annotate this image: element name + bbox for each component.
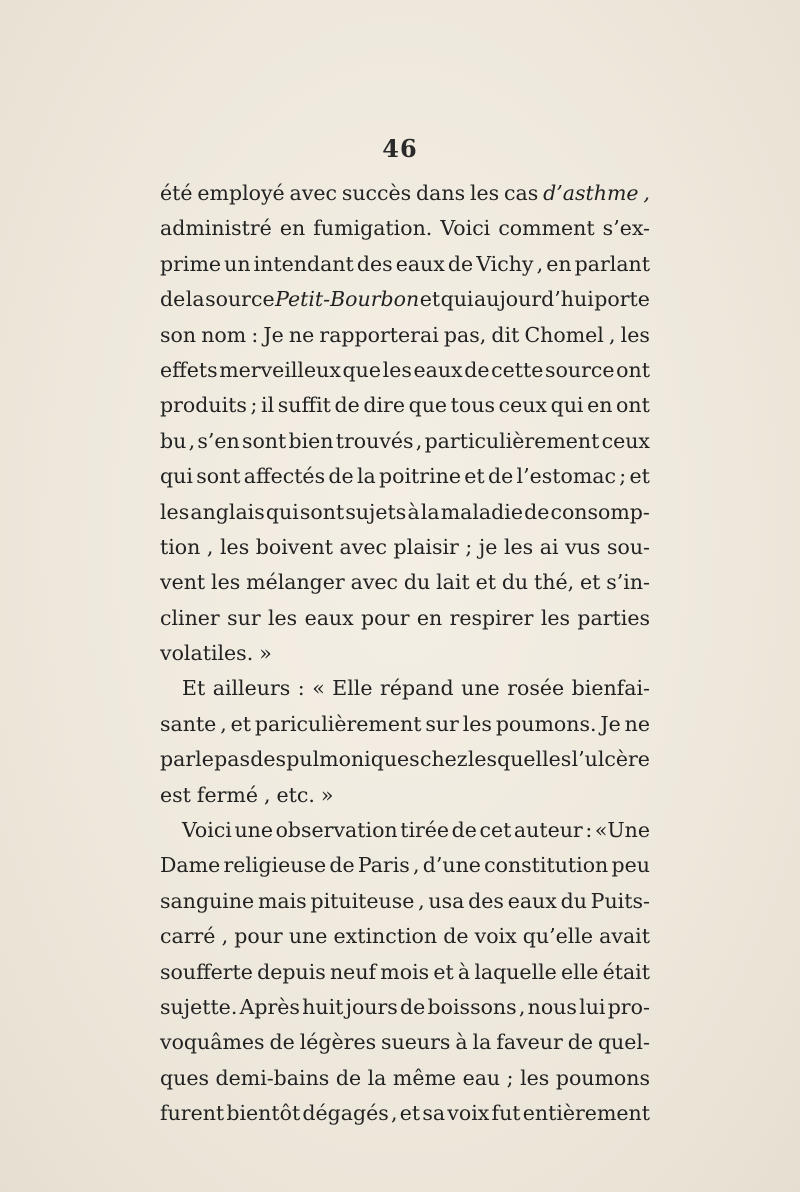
word: particulièrement [424,428,600,453]
word: légères [299,1030,377,1055]
word: Vichy [476,251,534,276]
text-line [160,778,650,813]
word: Dame [160,853,221,878]
word: affectés [243,464,326,489]
word: la [185,287,205,312]
word: il [261,393,275,418]
word: d’une [422,853,481,878]
word: , [518,994,526,1019]
word: ceux [498,393,547,418]
word: merveilleux [219,357,341,382]
word: d’asthme [543,181,639,205]
word: pariculièrement [254,711,422,736]
word: sou- [606,534,650,559]
word: cet [479,818,512,843]
word: carré [160,924,216,949]
word: les [503,534,534,559]
word: de [335,1065,362,1090]
word: de [443,924,469,949]
word: dire [363,393,405,418]
word: l’ulcère [571,747,650,772]
word: et [464,464,485,489]
word: furent [160,1101,225,1126]
word: et [629,464,650,489]
word: à [407,499,420,524]
word: répand [380,676,454,701]
text-line [160,176,650,211]
word: dit [491,322,520,347]
word: maladie [440,499,523,524]
word: voix [474,924,517,949]
word: des [468,888,504,913]
word: ont [616,393,650,418]
text-line [160,282,650,317]
text-line [160,247,650,282]
word: de [400,994,426,1019]
word: Paris [357,853,410,878]
word: nom [201,322,247,347]
word: , [188,428,196,453]
word: vent [160,570,206,595]
word: une [461,676,500,701]
word: ne [288,322,315,347]
word: source [205,287,275,312]
word: sont [299,499,345,524]
text-line [160,813,650,848]
word: et [475,570,496,595]
word: quel- [597,1030,650,1055]
word: la [420,499,440,524]
word: et [579,570,601,595]
word: sueurs [381,1030,451,1055]
word: que [342,357,381,382]
word: chez [419,747,468,772]
word: Et [182,676,206,701]
word: été [160,181,193,205]
word: , [413,853,420,878]
word: pituiteuse [310,888,415,913]
text-line [160,990,650,1025]
word: , [263,782,271,807]
word: , [608,322,616,347]
word: anglais [190,499,265,524]
text-line [160,707,650,742]
word: rosée [507,676,565,701]
word: les [382,357,412,382]
word: sa [422,1101,446,1126]
word: bientôt [226,1101,301,1126]
word: sujette. [160,994,238,1019]
word: était [602,959,650,984]
word: sont [241,428,287,453]
text-line [160,495,650,530]
word: succès [341,181,412,205]
word: Petit-Bourbon [275,287,420,312]
word: en [587,393,613,418]
word: : [585,818,593,843]
word: et [230,711,251,736]
word: trouvés [335,428,414,453]
word: effets [160,357,218,382]
word: de [524,499,550,524]
word: ceux [601,428,650,453]
word: sur [227,605,261,630]
word: sante [160,711,217,736]
word: produits [160,393,247,418]
text-line [160,353,650,388]
word: qui [550,393,584,418]
word: pulmoniques [286,747,420,772]
word: de [160,287,186,312]
text-line [160,211,650,246]
word: parle [160,747,214,772]
word: de [334,393,360,418]
word: qui [160,464,193,489]
word: en [546,251,572,276]
text-line [160,530,650,565]
word: ; [250,393,258,418]
word: de [451,818,477,843]
word: sujets [345,499,407,524]
word: Je [263,322,284,347]
word: tous [450,393,495,418]
word: consomp- [550,499,650,524]
word: de [328,464,354,489]
word: que [408,393,448,418]
text-line [160,424,650,459]
word: entièrement [522,1101,650,1126]
word: les [469,181,500,205]
text-line [160,884,650,919]
word: vus [565,534,601,559]
page-number: 46 [382,134,418,163]
word: de [447,251,474,276]
word: en [279,216,306,241]
word: , [418,888,425,913]
word: depuis [257,959,326,984]
word: avec [350,570,399,595]
word: eaux [304,605,354,630]
word: s’in- [606,570,650,595]
text-line [160,459,650,494]
word: Elle [332,676,373,701]
word: la [472,1030,492,1055]
word: et [419,287,441,312]
word: Voici [182,818,232,843]
word: nous [527,994,577,1019]
word: du [501,570,529,595]
word: administré [160,216,272,241]
word: avec [339,534,387,559]
word: ne [624,711,650,736]
word: s’en [197,428,240,453]
word: la [367,1065,387,1090]
word: auteur [513,818,583,843]
word: les [267,605,298,630]
word: fermé [196,782,258,807]
word: eaux [507,888,557,913]
word: les [211,570,241,595]
word: pro- [607,994,650,1019]
word: pas [214,747,250,772]
word: , [643,181,650,205]
word: fumigation. [313,216,433,241]
word: dégagés [302,1101,389,1126]
word: du [560,888,587,913]
word: mois [380,959,430,984]
word: bien [288,428,334,453]
word: porte [594,287,650,312]
word: huit [302,994,344,1019]
word: un [224,251,251,276]
word: eau [462,1065,501,1090]
word: comment [498,216,595,241]
word: constitution [484,853,609,878]
word: les [160,499,190,524]
word: plaisir [393,534,459,559]
word: , [415,428,423,453]
word: des [250,747,287,772]
word: poitrine [379,464,461,489]
word: à [455,1030,468,1055]
word: employé [197,181,285,205]
word: est [160,782,191,807]
word: une [288,924,328,949]
word: cette [491,357,544,382]
word: et [399,1101,421,1126]
word: qui [265,499,299,524]
word: parties [577,605,650,630]
word: en [416,605,443,630]
word: soufferte [160,959,253,984]
word: de [567,1030,593,1055]
word: rapporterai [319,322,439,347]
word: les [220,534,250,559]
word: peu [611,853,650,878]
text-line [160,1061,650,1096]
word: poumons [555,1065,650,1090]
word: usa [428,888,465,913]
text-line [160,671,650,706]
word: intendant [253,251,354,276]
word: cas [504,181,539,205]
text-line [160,919,650,954]
word: , [206,534,214,559]
word: boivent [255,534,333,559]
word: , [536,251,544,276]
word: de [329,853,355,878]
word: pour [234,924,283,949]
word: lesquelles [467,747,572,772]
word: poumons. [495,711,597,736]
word: » [259,641,272,666]
word: dans [416,181,466,205]
word: son [160,322,197,347]
word: bu [160,428,187,453]
word: prime [160,251,222,276]
word: «Une [594,818,650,843]
text-line [160,388,650,423]
word: , [391,1101,398,1126]
word: à [457,959,471,984]
body-text [160,176,650,1132]
word: respirer [449,605,534,630]
word: extinction [333,924,438,949]
text-line [160,848,650,883]
word: « [312,676,325,701]
word: ai [539,534,559,559]
word: sur [425,711,459,736]
word: tion [160,534,201,559]
word: Je [600,711,621,736]
text-line [160,1096,650,1131]
word: l’estomac [516,464,616,489]
word: les [540,605,571,630]
word: qu’elle [522,924,594,949]
text-line [160,565,650,600]
word: et [433,959,454,984]
word: neuf [329,959,377,984]
word: Voici [440,216,491,241]
word: de [487,464,514,489]
word: bienfai- [571,676,650,701]
word: religieuse [223,853,327,878]
word: de [269,1030,295,1055]
word: laquelle [474,959,557,984]
word: ont [616,357,650,382]
word: parlant [574,251,650,276]
word: les [620,322,650,347]
word: s’ex- [602,216,650,241]
word: observation [275,818,398,843]
word: aujourd’hui [474,287,594,312]
word: etc. [276,782,315,807]
word: demi-bains [215,1065,330,1090]
word: ; [506,1065,514,1090]
word: boissons [427,994,517,1019]
text-line [160,636,650,671]
word: elle [561,959,599,984]
text-line [160,1025,650,1060]
word: , [220,711,227,736]
word: eaux [413,357,463,382]
word: lait [436,570,470,595]
word: qui [440,287,474,312]
word: fut [491,1101,521,1126]
word: source [545,357,615,382]
word: ques [160,1065,209,1090]
word: les [462,711,492,736]
text-line [160,601,650,636]
word: volatiles. [160,641,254,666]
word: thé, [534,570,575,595]
word: des [356,251,393,276]
word: : [297,676,305,701]
word: les [520,1065,550,1090]
word: ailleurs [212,676,291,701]
word: » [320,782,334,807]
word: sont [196,464,241,489]
word: sanguine [160,888,255,913]
word: je [478,534,498,559]
word: du [403,570,431,595]
word: jours [345,994,398,1019]
word: ; [465,534,473,559]
word: même [392,1065,457,1090]
word: voquâmes [160,1030,265,1055]
word: Puits- [590,888,650,913]
word: avec [289,181,337,205]
word: , [221,924,229,949]
word: pas, [443,322,487,347]
word: Chomel [524,322,604,347]
word: une [234,818,273,843]
word: pour [361,605,410,630]
word: tirée [400,818,450,843]
word: ; [619,464,627,489]
word: faveur [496,1030,563,1055]
word: de [464,357,490,382]
word: eaux [395,251,445,276]
text-line [160,318,650,353]
word: mélanger [246,570,345,595]
word: : [251,322,259,347]
word: avait [599,924,650,949]
word: Après [239,994,300,1019]
word: suffit [277,393,331,418]
word: la [356,464,376,489]
text-line [160,742,650,777]
text-line [160,955,650,990]
word: cliner [160,605,220,630]
word: voix [447,1101,490,1126]
word: mais [257,888,307,913]
word: lui [579,994,606,1019]
